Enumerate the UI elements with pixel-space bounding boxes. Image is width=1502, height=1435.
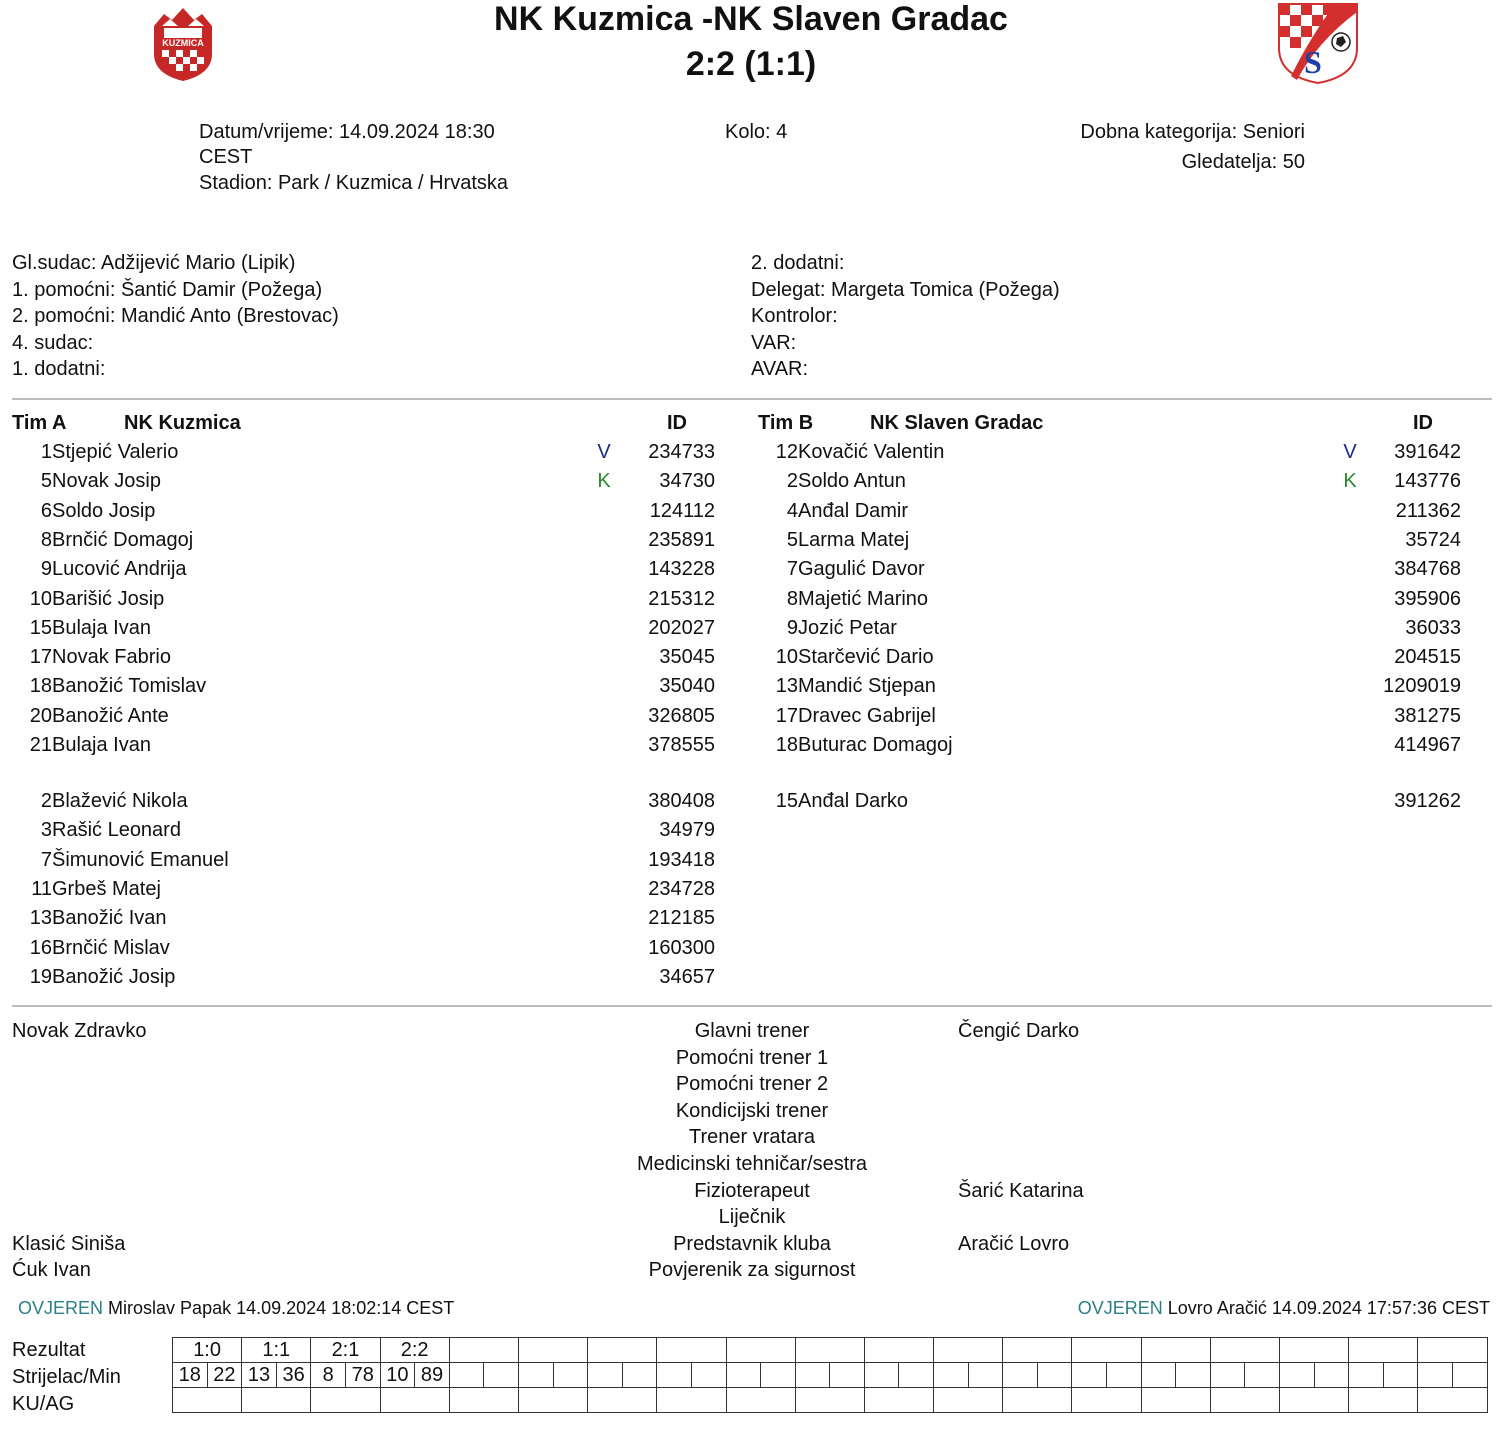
team-b-id-header: ID <box>1413 412 1433 434</box>
result-cell <box>934 1338 1003 1363</box>
player-name: Dravec Gabrijel <box>798 704 936 727</box>
result-cell: 1:1 <box>242 1338 311 1363</box>
verification-left <box>18 1298 454 1319</box>
player-name: Kovačić Valentin <box>798 441 945 463</box>
player-number: 17 <box>775 704 798 727</box>
player-row <box>12 934 732 963</box>
staff-home-name: Novak Zdravko <box>12 1020 147 1042</box>
player-row <box>12 816 732 845</box>
scorer-number-cell <box>934 1363 969 1388</box>
scorer-minute-cell <box>1176 1363 1211 1388</box>
scorer-number-cell: 10 <box>380 1363 415 1388</box>
player-row <box>758 672 1478 701</box>
scorer-number-cell <box>1210 1363 1245 1388</box>
ku-ag-cell <box>588 1388 657 1413</box>
team-a-name: NK Kuzmica <box>124 412 241 434</box>
scorer-number-cell <box>449 1363 484 1388</box>
staff-away-name: Aračić Lovro <box>958 1232 1070 1255</box>
player-id: 204515 <box>1394 646 1461 669</box>
player-name: Banožić Ivan <box>52 907 167 930</box>
result-cell <box>1418 1338 1487 1363</box>
scorer-number-cell <box>1280 1363 1315 1388</box>
official-left-line: 1. dodatni: <box>12 358 106 380</box>
scorer-minute-cell: 89 <box>415 1363 450 1388</box>
player-number: 15 <box>29 616 52 639</box>
official-right-line: VAR: <box>751 331 797 354</box>
ku-ag-cell <box>449 1388 518 1413</box>
player-id: 380408 <box>648 790 715 812</box>
ku-ag-cell <box>380 1388 449 1413</box>
match-score: 2:2 (1:1) <box>685 45 817 83</box>
staff-home-name: Klasić Siniša <box>12 1232 126 1255</box>
ku-ag-cell <box>518 1388 587 1413</box>
scorer-minute-cell <box>968 1363 1003 1388</box>
away-logo-letter: S <box>1304 44 1322 80</box>
player-name: Banožić Tomislav <box>52 675 207 698</box>
player-name: Buturac Domagoj <box>798 734 953 756</box>
player-row <box>758 555 1478 584</box>
player-id: 193418 <box>648 848 715 871</box>
team-b-label: Tim B <box>758 412 814 434</box>
official-left-line: 2. pomoćni: Mandić Anto (Brestovac) <box>12 305 339 327</box>
player-number: 6 <box>40 499 52 522</box>
player-id: 34657 <box>659 965 715 988</box>
team-a-label: Tim A <box>12 412 67 434</box>
player-number: 3 <box>40 819 52 842</box>
scorer-number-cell <box>518 1363 553 1388</box>
scorer-number-cell <box>1349 1363 1384 1388</box>
player-id: 1209019 <box>1383 675 1461 698</box>
result-cell <box>1141 1338 1210 1363</box>
player-name: Brnčić Mislav <box>52 936 170 959</box>
player-number: 17 <box>29 646 52 669</box>
player-row <box>12 614 732 643</box>
player-name: Bulaja Ivan <box>52 734 151 756</box>
ku-ag-cell <box>1418 1388 1487 1413</box>
scorer-number-cell <box>1072 1363 1107 1388</box>
scorer-minute-cell <box>691 1363 726 1388</box>
player-row <box>758 787 1478 816</box>
player-number: 4 <box>786 499 798 522</box>
player-id: 36033 <box>1405 616 1461 639</box>
staff-role-label: Predstavnik kluba <box>673 1232 831 1255</box>
scorer-minute-cell: 22 <box>207 1363 242 1388</box>
result-cell: 2:1 <box>311 1338 380 1363</box>
player-number: 9 <box>40 558 52 581</box>
scorer-number-cell: 13 <box>242 1363 277 1388</box>
ku-ag-cell <box>173 1388 242 1413</box>
result-cell <box>449 1338 518 1363</box>
staff-role-label: Pomoćni trener 2 <box>675 1073 829 1096</box>
player-name: Soldo Antun <box>798 470 906 493</box>
scorer-minute-cell <box>1107 1363 1142 1388</box>
player-number: 8 <box>40 528 52 551</box>
player-number: 7 <box>786 558 798 581</box>
player-id: 391642 <box>1394 441 1461 463</box>
player-id: 215312 <box>648 587 715 610</box>
scorer-minute-cell <box>553 1363 588 1388</box>
result-cell <box>1072 1338 1141 1363</box>
player-number: 18 <box>775 734 798 756</box>
player-id: 35040 <box>659 675 715 698</box>
ku-ag-cell <box>311 1388 380 1413</box>
team-a-id-header: ID <box>667 412 687 434</box>
staff-role-label: Povjerenik za sigurnost <box>648 1259 856 1282</box>
player-row <box>12 702 732 731</box>
scorer-minute-cell <box>622 1363 657 1388</box>
scorer-minute-cell <box>484 1363 519 1388</box>
verified-tag-right: OVJEREN <box>1077 1298 1163 1318</box>
scorer-number-cell <box>1141 1363 1176 1388</box>
player-number: 19 <box>29 965 52 988</box>
scoring-grid <box>172 1337 1488 1413</box>
player-row <box>12 643 732 672</box>
label-strijelac: Strijelac/Min <box>12 1366 121 1388</box>
result-cell <box>588 1338 657 1363</box>
player-number: 20 <box>29 704 52 727</box>
player-id: 160300 <box>648 936 715 959</box>
scorer-number-cell <box>657 1363 692 1388</box>
ku-ag-cell <box>242 1388 311 1413</box>
player-id: 414967 <box>1394 734 1461 756</box>
player-number: 7 <box>40 848 52 871</box>
label-rezultat: Rezultat <box>12 1339 86 1361</box>
scorer-minute-cell <box>1383 1363 1418 1388</box>
player-role-mark: V <box>597 441 611 463</box>
player-row <box>12 585 732 614</box>
player-row <box>12 438 732 467</box>
player-id: 124112 <box>649 499 715 522</box>
player-row <box>12 555 732 584</box>
player-name: Novak Josip <box>52 470 161 493</box>
player-id: 34730 <box>659 470 715 493</box>
player-name: Anđal Darko <box>798 790 909 812</box>
scorer-number-cell <box>1003 1363 1038 1388</box>
staff-role-label: Glavni trener <box>694 1020 810 1042</box>
player-row <box>12 672 732 701</box>
result-cell <box>795 1338 864 1363</box>
result-cell <box>657 1338 726 1363</box>
staff-away-name: Čengić Darko <box>958 1020 1080 1042</box>
official-left-line: 4. sudac: <box>12 331 94 354</box>
ku-ag-cell <box>795 1388 864 1413</box>
official-right-line: Kontrolor: <box>751 305 838 327</box>
player-name: Novak Fabrio <box>52 646 171 669</box>
player-name: Barišić Josip <box>52 587 165 610</box>
player-name: Lucović Andrija <box>52 558 187 581</box>
player-row <box>12 904 732 933</box>
player-number: 15 <box>775 790 798 812</box>
player-id: 34979 <box>659 819 715 842</box>
scorer-number-cell <box>588 1363 623 1388</box>
match-timezone: CEST <box>199 146 253 168</box>
player-name: Banožić Josip <box>52 965 176 988</box>
player-row <box>12 963 732 992</box>
player-id: 202027 <box>648 616 715 639</box>
player-row <box>12 526 732 555</box>
player-number: 11 <box>31 877 52 900</box>
player-name: Banožić Ante <box>52 704 169 727</box>
scorer-minute-cell <box>830 1363 865 1388</box>
player-id: 391262 <box>1394 790 1461 812</box>
ku-ag-cell <box>1349 1388 1418 1413</box>
player-row <box>758 497 1478 526</box>
player-name: Rašić Leonard <box>52 819 181 842</box>
staff-role-label: Trener vratara <box>689 1126 815 1149</box>
player-name: Jozić Petar <box>798 616 897 639</box>
scorer-minute-cell <box>1452 1363 1487 1388</box>
ku-ag-cell <box>1210 1388 1279 1413</box>
scorer-minute-cell <box>761 1363 796 1388</box>
scorer-minute-cell: 78 <box>345 1363 380 1388</box>
staff-role-label: Pomoćni trener 1 <box>675 1046 829 1069</box>
player-id: 35724 <box>1405 528 1461 551</box>
player-number: 8 <box>786 587 798 610</box>
player-row <box>758 702 1478 731</box>
player-name: Blažević Nikola <box>52 790 188 812</box>
player-row <box>12 497 732 526</box>
verified-text-right: Lovro Aračić 14.09.2024 17:57:36 CEST <box>1167 1298 1490 1318</box>
ku-ag-cell <box>1141 1388 1210 1413</box>
player-name: Gagulić Davor <box>798 558 925 581</box>
ku-ag-cell <box>726 1388 795 1413</box>
player-role-mark: K <box>1343 470 1357 493</box>
player-row <box>12 846 732 875</box>
staff-role-label: Medicinski tehničar/sestra <box>636 1153 868 1175</box>
staff-home-name: Ćuk Ivan <box>12 1259 91 1282</box>
player-number: 5 <box>786 528 798 551</box>
player-row <box>758 438 1478 467</box>
result-cell <box>1349 1338 1418 1363</box>
player-name: Soldo Josip <box>52 499 156 522</box>
ku-ag-row <box>173 1388 1488 1413</box>
scorer-number-cell <box>726 1363 761 1388</box>
player-row <box>12 467 732 496</box>
scorer-minute-cell <box>1314 1363 1349 1388</box>
player-name: Majetić Marino <box>798 587 929 610</box>
result-row <box>173 1338 1488 1363</box>
player-id: 143228 <box>648 558 715 581</box>
ku-ag-cell <box>934 1388 1003 1413</box>
scorer-number-cell: 18 <box>173 1363 208 1388</box>
player-role-mark: V <box>1343 441 1357 463</box>
player-number: 10 <box>29 587 52 610</box>
player-row <box>758 614 1478 643</box>
player-id: 378555 <box>648 734 715 756</box>
result-cell <box>726 1338 795 1363</box>
player-number: 18 <box>29 675 52 698</box>
match-title: NK Kuzmica -NK Slaven Gradac <box>494 0 1008 38</box>
player-id: 234728 <box>648 877 715 900</box>
player-name: Bulaja Ivan <box>52 616 151 639</box>
result-cell: 2:2 <box>380 1338 449 1363</box>
player-number: 16 <box>29 936 52 959</box>
divider-top <box>12 398 1492 400</box>
staff-role-label: Kondicijski trener <box>675 1099 829 1122</box>
scorer-minute-cell <box>1245 1363 1280 1388</box>
player-id: 234733 <box>648 441 715 463</box>
player-id: 235891 <box>648 528 715 551</box>
player-row <box>758 467 1478 496</box>
player-id: 143776 <box>1394 470 1461 493</box>
player-id: 384768 <box>1394 558 1461 581</box>
player-number: 9 <box>786 616 798 639</box>
player-id: 326805 <box>648 704 715 727</box>
scorer-number-cell <box>795 1363 830 1388</box>
scorer-row <box>173 1363 1488 1388</box>
result-cell <box>1280 1338 1349 1363</box>
player-row <box>12 787 732 816</box>
player-row <box>12 875 732 904</box>
player-row <box>758 731 1478 760</box>
label-ku-ag: KU/AG <box>12 1393 75 1415</box>
staff-role-label: Fizioterapeut <box>694 1179 810 1202</box>
ku-ag-cell <box>1072 1388 1141 1413</box>
player-number: 21 <box>29 734 52 756</box>
official-left-line: 1. pomoćni: Šantić Damir (Požega) <box>12 278 323 301</box>
match-stadium: Stadion: Park / Kuzmica / Hrvatska <box>199 172 509 194</box>
player-name: Brnčić Domagoj <box>52 528 194 551</box>
player-id: 381275 <box>1394 704 1461 727</box>
result-cell <box>1210 1338 1279 1363</box>
verification-right <box>1078 1298 1490 1319</box>
player-name: Šimunović Emanuel <box>52 848 229 871</box>
result-cell <box>864 1338 933 1363</box>
home-logo-text: KUZMICA <box>162 38 204 48</box>
scorer-number-cell: 8 <box>311 1363 346 1388</box>
player-name: Starčević Dario <box>798 646 934 669</box>
match-datetime: Datum/vrijeme: 14.09.2024 18:30 <box>199 121 495 143</box>
scorer-minute-cell <box>1037 1363 1072 1388</box>
scorer-minute-cell <box>899 1363 934 1388</box>
player-number: 2 <box>786 470 798 493</box>
player-id: 35045 <box>659 646 715 669</box>
player-name: Anđal Damir <box>798 499 909 522</box>
player-name: Grbeš Matej <box>52 877 161 900</box>
player-row <box>758 526 1478 555</box>
scorer-number-cell <box>864 1363 899 1388</box>
result-cell: 1:0 <box>173 1338 242 1363</box>
player-row <box>758 585 1478 614</box>
team-b-name: NK Slaven Gradac <box>870 412 1044 434</box>
official-right-line: AVAR: <box>751 358 809 380</box>
scorer-number-cell <box>1418 1363 1453 1388</box>
staff-away-name: Šarić Katarina <box>958 1179 1084 1202</box>
divider-bottom <box>12 1005 1492 1007</box>
player-name: Larma Matej <box>798 528 910 551</box>
official-right-line: 2. dodatni: <box>751 252 845 274</box>
ku-ag-cell <box>1280 1388 1349 1413</box>
player-number: 13 <box>29 907 52 930</box>
player-row <box>12 731 732 760</box>
player-number: 10 <box>775 646 798 669</box>
player-row <box>758 643 1478 672</box>
result-cell <box>518 1338 587 1363</box>
official-left-line: Gl.sudac: Adžijević Mario (Lipik) <box>12 252 296 274</box>
player-name: Mandić Stjepan <box>798 675 936 698</box>
player-name: Stjepić Valerio <box>52 441 179 463</box>
scorer-minute-cell: 36 <box>276 1363 311 1388</box>
player-role-mark: K <box>597 470 611 493</box>
verified-text-left: Miroslav Papak 14.09.2024 18:02:14 CEST <box>108 1298 455 1318</box>
result-cell <box>1003 1338 1072 1363</box>
player-number: 2 <box>40 790 52 812</box>
player-number: 13 <box>775 675 798 698</box>
player-number: 5 <box>40 470 52 493</box>
ku-ag-cell <box>657 1388 726 1413</box>
ku-ag-cell <box>864 1388 933 1413</box>
official-right-line: Delegat: Margeta Tomica (Požega) <box>751 278 1060 301</box>
match-round: Kolo: 4 <box>725 121 788 143</box>
player-number: 1 <box>40 441 52 463</box>
verified-tag-left: OVJEREN <box>18 1298 104 1318</box>
player-id: 212185 <box>648 907 715 930</box>
ku-ag-cell <box>1003 1388 1072 1413</box>
player-number: 12 <box>775 441 798 463</box>
match-category: Dobna kategorija: Seniori <box>1080 121 1305 143</box>
match-spectators: Gledatelja: 50 <box>1181 151 1305 173</box>
player-id: 395906 <box>1394 587 1461 610</box>
player-id: 211362 <box>1395 499 1461 522</box>
staff-role-label: Liječnik <box>718 1206 786 1229</box>
